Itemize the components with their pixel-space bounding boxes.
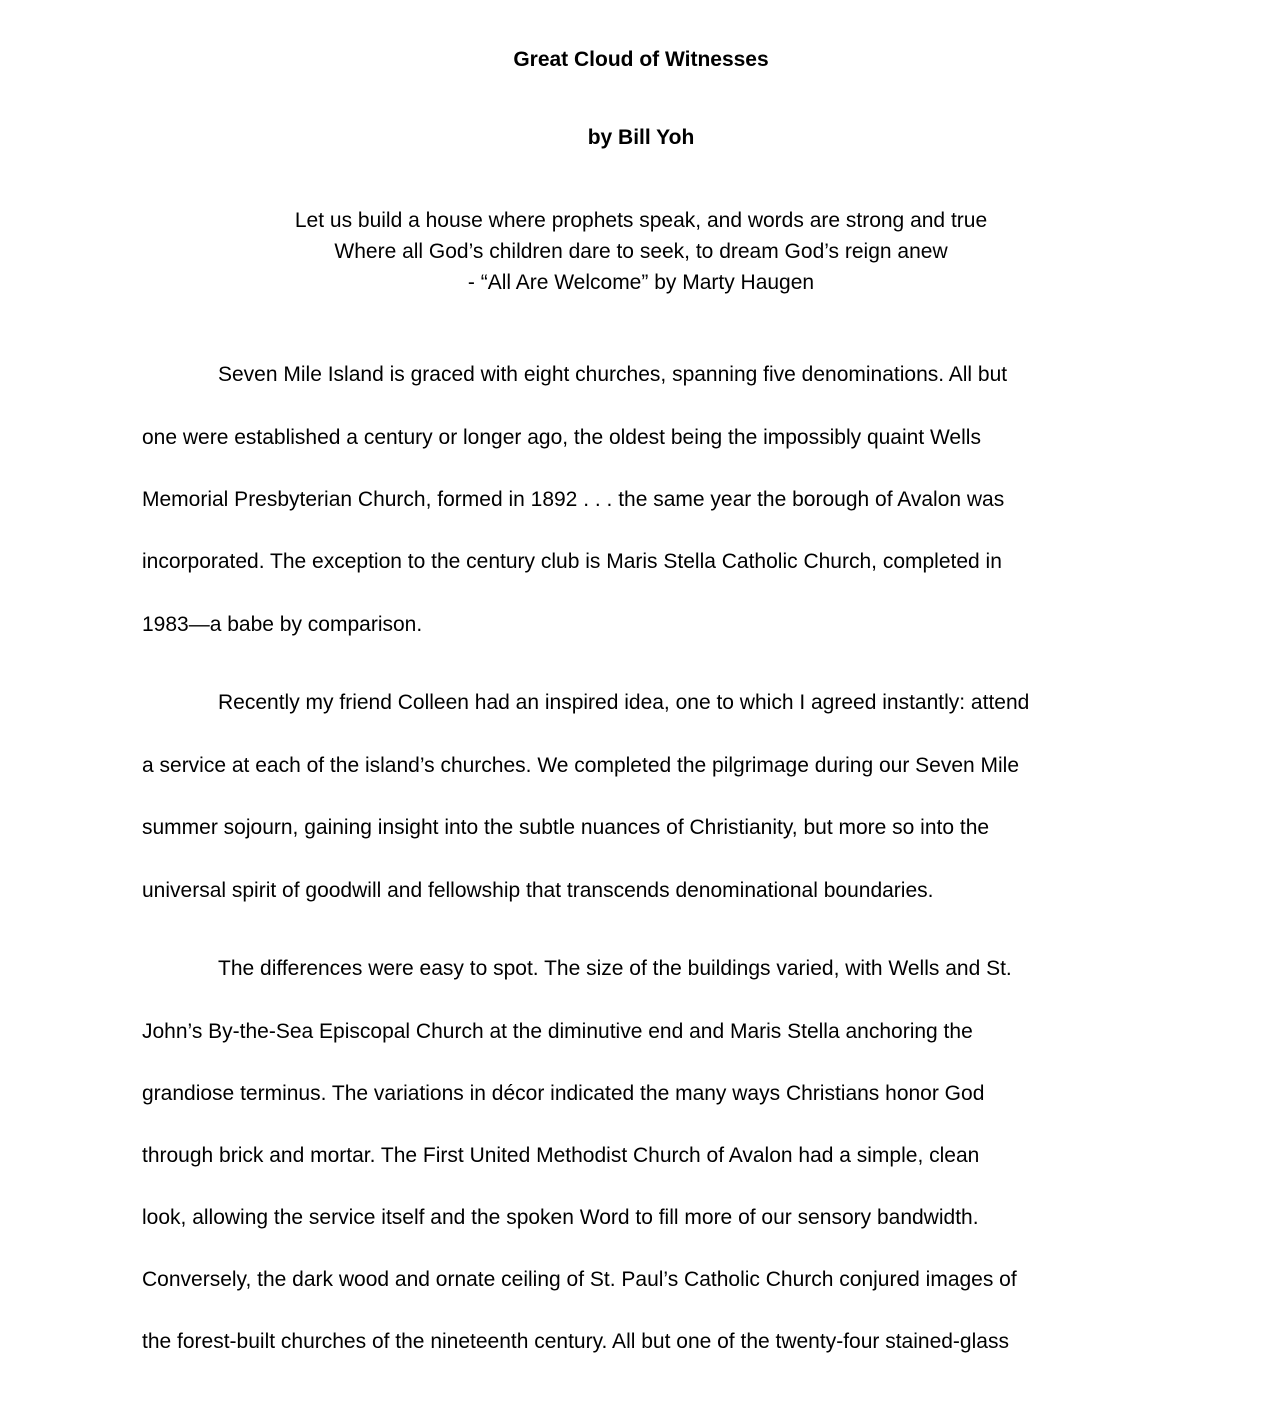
document-byline: by Bill Yoh: [587, 126, 695, 149]
paragraph-line: Seven Mile Island is graced with eight churches, spanning five denominations. All but: [218, 363, 1008, 386]
paragraph-line: Conversely, the dark wood and ornate ceiling of St. Paul’s Catholic Church conjured images of: [142, 1268, 1017, 1291]
paragraph-line: The differences were easy to spot. The size of the buildings varied, with Wells and St.: [218, 957, 1012, 980]
document-title: Great Cloud of Witnesses: [513, 48, 769, 71]
paragraph-line: universal spirit of goodwill and fellowship that transcends denominational boundaries.: [142, 879, 934, 902]
paragraph-line: look, allowing the service itself and the spoken Word to fill more of our sensory bandwidth.: [142, 1206, 979, 1229]
paragraph-line: 1983—a babe by comparison.: [142, 613, 423, 636]
paragraph-line: the forest-built churches of the nineteenth century. All but one of the twenty-four stained-glass: [142, 1330, 1009, 1353]
epigraph-line: Where all God’s children dare to seek, to dream God’s reign anew: [334, 240, 948, 263]
paragraph-line: through brick and mortar. The First United Methodist Church of Avalon had a simple, clean: [142, 1144, 980, 1167]
paragraph-line: Recently my friend Colleen had an inspired idea, one to which I agreed instantly: attend: [218, 691, 1030, 714]
paragraph-line: summer sojourn, gaining insight into the subtle nuances of Christianity, but more so into the: [142, 816, 990, 839]
paragraph-line: incorporated. The exception to the century club is Maris Stella Catholic Church, completed in: [142, 550, 1002, 573]
paragraph-line: one were established a century or longer ago, the oldest being the impossibly quaint Wells: [142, 426, 981, 449]
epigraph: [0, 205, 1282, 298]
epigraph-attribution: - “All Are Welcome” by Marty Haugen: [467, 271, 815, 294]
epigraph-line: Let us build a house where prophets speak, and words are strong and true: [294, 209, 988, 232]
paragraph-line: a service at each of the island’s churches. We completed the pilgrimage during our Seven Mile: [142, 754, 1020, 777]
paragraph-line: Memorial Presbyterian Church, formed in 1892 . . . the same year the borough of Avalon was: [142, 488, 1005, 511]
paragraph-line: grandiose terminus. The variations in décor indicated the many ways Christians honor God: [142, 1082, 985, 1105]
paragraph-line: John’s By-the-Sea Episcopal Church at the diminutive end and Maris Stella anchoring the: [142, 1020, 973, 1043]
